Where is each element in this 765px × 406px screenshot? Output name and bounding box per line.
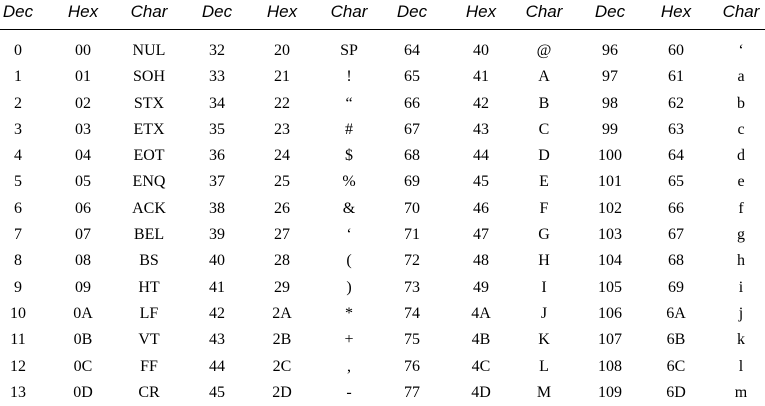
char-cell: d: [737, 147, 745, 165]
char-cell: i: [738, 278, 744, 296]
dec-cell: 36: [209, 147, 225, 165]
char-cell: ,: [347, 357, 351, 375]
dec-cell: 10: [10, 304, 26, 322]
char-cell: k: [737, 331, 745, 349]
hex-cell: 69: [668, 278, 684, 296]
hex-cell: 26: [274, 199, 290, 217]
char-cell: M: [536, 383, 552, 401]
dec-cell: 67: [404, 120, 420, 138]
table-row: [0, 222, 765, 248]
char-cell: &: [342, 199, 356, 217]
dec-cell: 45: [209, 383, 225, 401]
table-row: [0, 354, 765, 380]
hex-cell: 63: [668, 120, 684, 138]
char-cell: m: [734, 383, 748, 401]
column-header-hex-2: Hex: [266, 2, 298, 21]
hex-cell: 6C: [666, 357, 686, 375]
hex-cell: 47: [473, 226, 489, 244]
char-cell: b: [737, 94, 745, 112]
char-cell: VT: [138, 331, 160, 349]
dec-cell: 35: [209, 120, 225, 138]
char-cell: FF: [140, 357, 158, 375]
dec-cell: 7: [14, 226, 22, 244]
hex-cell: 05: [75, 173, 91, 191]
char-cell: #: [345, 120, 353, 138]
dec-cell: 38: [209, 199, 225, 217]
hex-cell: 4D: [471, 383, 491, 401]
dec-cell: 5: [14, 173, 22, 191]
dec-cell: 37: [209, 173, 225, 191]
hex-cell: 64: [668, 147, 684, 165]
hex-cell: 67: [668, 226, 684, 244]
column-header-char-1: Char: [130, 2, 168, 21]
dec-cell: 6: [14, 199, 22, 217]
dec-cell: 75: [404, 331, 420, 349]
hex-cell: 41: [473, 68, 489, 86]
dec-cell: 41: [209, 278, 225, 296]
dec-cell: 103: [598, 226, 622, 244]
column-header-char-2: Char: [330, 2, 368, 21]
char-cell: g: [737, 226, 745, 244]
char-cell: K: [538, 331, 550, 349]
table-row: [0, 327, 765, 353]
column-header-dec-3: Dec: [396, 2, 428, 21]
char-cell: +: [344, 331, 354, 349]
dec-cell: 9: [14, 278, 22, 296]
char-cell: *: [345, 304, 353, 322]
char-cell: @: [536, 42, 552, 59]
dec-cell: 108: [598, 357, 622, 375]
dec-cell: 106: [598, 304, 622, 322]
hex-cell: 6D: [666, 383, 686, 401]
dec-cell: 40: [209, 252, 225, 270]
char-cell: BEL: [133, 226, 165, 244]
hex-cell: 6B: [666, 331, 686, 349]
hex-cell: 4B: [471, 331, 491, 349]
dec-cell: 4: [14, 147, 22, 165]
hex-cell: 44: [473, 147, 489, 165]
dec-cell: 42: [209, 304, 225, 322]
hex-cell: 21: [274, 68, 290, 86]
hex-cell: 46: [473, 199, 489, 217]
dec-cell: 73: [404, 278, 420, 296]
table-row: [0, 275, 765, 301]
hex-cell: 25: [274, 173, 290, 191]
column-header-hex-1: Hex: [67, 2, 99, 21]
dec-cell: 104: [598, 252, 622, 270]
table-row: [0, 117, 765, 143]
dec-cell: 100: [598, 147, 622, 165]
hex-cell: 27: [274, 226, 290, 244]
ascii-table-body: [0, 38, 765, 406]
dec-cell: 99: [602, 120, 618, 138]
dec-cell: 69: [404, 173, 420, 191]
table-row: [0, 380, 765, 406]
table-row: [0, 248, 765, 274]
char-cell: h: [737, 252, 745, 270]
dec-cell: 3: [14, 120, 22, 138]
dec-cell: 39: [209, 226, 225, 244]
hex-cell: 0D: [73, 383, 93, 401]
char-cell: c: [737, 120, 745, 138]
char-cell: SP: [340, 42, 358, 59]
char-cell: A: [538, 68, 550, 86]
char-cell: E: [539, 173, 549, 191]
hex-cell: 60: [668, 42, 684, 59]
char-cell: %: [342, 173, 356, 191]
char-cell: ENQ: [132, 173, 166, 191]
hex-cell: 49: [473, 278, 489, 296]
hex-cell: 01: [75, 68, 91, 86]
char-cell: LF: [139, 304, 159, 322]
column-header-char-4: Char: [722, 2, 760, 21]
hex-cell: 08: [75, 252, 91, 270]
char-cell: ETX: [133, 120, 165, 138]
char-cell: !: [346, 68, 352, 86]
char-cell: ACK: [132, 199, 166, 217]
table-row: [0, 64, 765, 90]
table-row: [0, 169, 765, 195]
hex-cell: 4C: [471, 357, 491, 375]
hex-cell: 29: [274, 278, 290, 296]
dec-cell: 76: [404, 357, 420, 375]
dec-cell: 2: [14, 94, 22, 112]
char-cell: I: [541, 278, 547, 296]
dec-cell: 105: [598, 278, 622, 296]
dec-cell: 43: [209, 331, 225, 349]
header-divider: [0, 29, 765, 30]
hex-cell: 43: [473, 120, 489, 138]
dec-cell: 70: [404, 199, 420, 217]
table-row: [0, 38, 765, 64]
char-cell: j: [738, 304, 744, 322]
dec-cell: 74: [404, 304, 420, 322]
hex-cell: 0C: [73, 357, 93, 375]
hex-cell: 20: [274, 42, 290, 59]
hex-cell: 61: [668, 68, 684, 86]
hex-cell: 03: [75, 120, 91, 138]
dec-cell: 98: [602, 94, 618, 112]
char-cell: CR: [138, 383, 160, 401]
table-row: [0, 196, 765, 222]
dec-cell: 64: [404, 42, 420, 59]
dec-cell: 97: [602, 68, 618, 86]
dec-cell: 0: [14, 42, 22, 59]
char-cell: (: [346, 252, 352, 270]
char-cell: EOT: [133, 147, 165, 165]
dec-cell: 8: [14, 252, 22, 270]
column-header-dec-1: Dec: [2, 2, 34, 21]
dec-cell: 66: [404, 94, 420, 112]
column-header-hex-4: Hex: [660, 2, 692, 21]
dec-cell: 12: [10, 357, 26, 375]
char-cell: STX: [133, 94, 165, 112]
hex-cell: 2B: [272, 331, 292, 349]
hex-cell: 2C: [272, 357, 292, 375]
char-cell: “: [345, 94, 353, 112]
hex-cell: 00: [75, 42, 91, 59]
column-header-hex-3: Hex: [465, 2, 497, 21]
hex-cell: 65: [668, 173, 684, 191]
char-cell: SOH: [132, 68, 165, 86]
hex-cell: 62: [668, 94, 684, 112]
char-cell: l: [738, 357, 744, 375]
column-header-dec-2: Dec: [201, 2, 233, 21]
dec-cell: 71: [404, 226, 420, 244]
hex-cell: 66: [668, 199, 684, 217]
hex-cell: 40: [473, 42, 489, 59]
hex-cell: 6A: [666, 304, 686, 322]
column-header-char-3: Char: [525, 2, 563, 21]
char-cell: BS: [139, 252, 159, 270]
hex-cell: 24: [274, 147, 290, 165]
dec-cell: 11: [10, 331, 26, 349]
hex-cell: 06: [75, 199, 91, 217]
hex-cell: 2A: [272, 304, 292, 322]
hex-cell: 07: [75, 226, 91, 244]
hex-cell: 09: [75, 278, 91, 296]
char-cell: a: [737, 68, 745, 86]
char-cell: D: [538, 147, 550, 165]
char-cell: L: [539, 357, 549, 375]
hex-cell: 04: [75, 147, 91, 165]
char-cell: G: [538, 226, 550, 244]
char-cell: ): [346, 278, 352, 296]
dec-cell: 107: [598, 331, 622, 349]
dec-cell: 13: [10, 383, 26, 401]
table-header: [0, 0, 765, 26]
dec-cell: 109: [598, 383, 622, 401]
dec-cell: 77: [404, 383, 420, 401]
column-header-dec-4: Dec: [594, 2, 626, 21]
dec-cell: 102: [598, 199, 622, 217]
hex-cell: 42: [473, 94, 489, 112]
dec-cell: 65: [404, 68, 420, 86]
dec-cell: 33: [209, 68, 225, 86]
hex-cell: 0B: [73, 331, 93, 349]
hex-cell: 0A: [73, 304, 93, 322]
dec-cell: 101: [598, 173, 622, 191]
char-cell: -: [346, 383, 352, 401]
hex-cell: 23: [274, 120, 290, 138]
hex-cell: 68: [668, 252, 684, 270]
hex-cell: 2D: [272, 383, 292, 401]
hex-cell: 48: [473, 252, 489, 270]
dec-cell: 96: [602, 42, 618, 59]
dec-cell: 34: [209, 94, 225, 112]
hex-cell: 4A: [471, 304, 491, 322]
hex-cell: 02: [75, 94, 91, 112]
char-cell: F: [539, 199, 549, 217]
char-cell: HT: [138, 278, 160, 296]
char-cell: J: [540, 304, 548, 322]
char-cell: $: [345, 147, 353, 165]
char-cell: ‘: [346, 226, 352, 244]
char-cell: C: [538, 120, 550, 138]
table-row: [0, 91, 765, 117]
hex-cell: 22: [274, 94, 290, 112]
char-cell: e: [737, 173, 745, 191]
dec-cell: 72: [404, 252, 420, 270]
table-row: [0, 301, 765, 327]
char-cell: f: [738, 199, 744, 217]
char-cell: H: [538, 252, 550, 270]
dec-cell: 44: [209, 357, 225, 375]
table-row: [0, 143, 765, 169]
hex-cell: 45: [473, 173, 489, 191]
dec-cell: 1: [14, 68, 22, 86]
char-cell: ‘: [738, 42, 744, 59]
dec-cell: 68: [404, 147, 420, 165]
hex-cell: 28: [274, 252, 290, 270]
char-cell: B: [538, 94, 550, 112]
char-cell: NUL: [132, 42, 166, 59]
dec-cell: 32: [209, 42, 225, 59]
